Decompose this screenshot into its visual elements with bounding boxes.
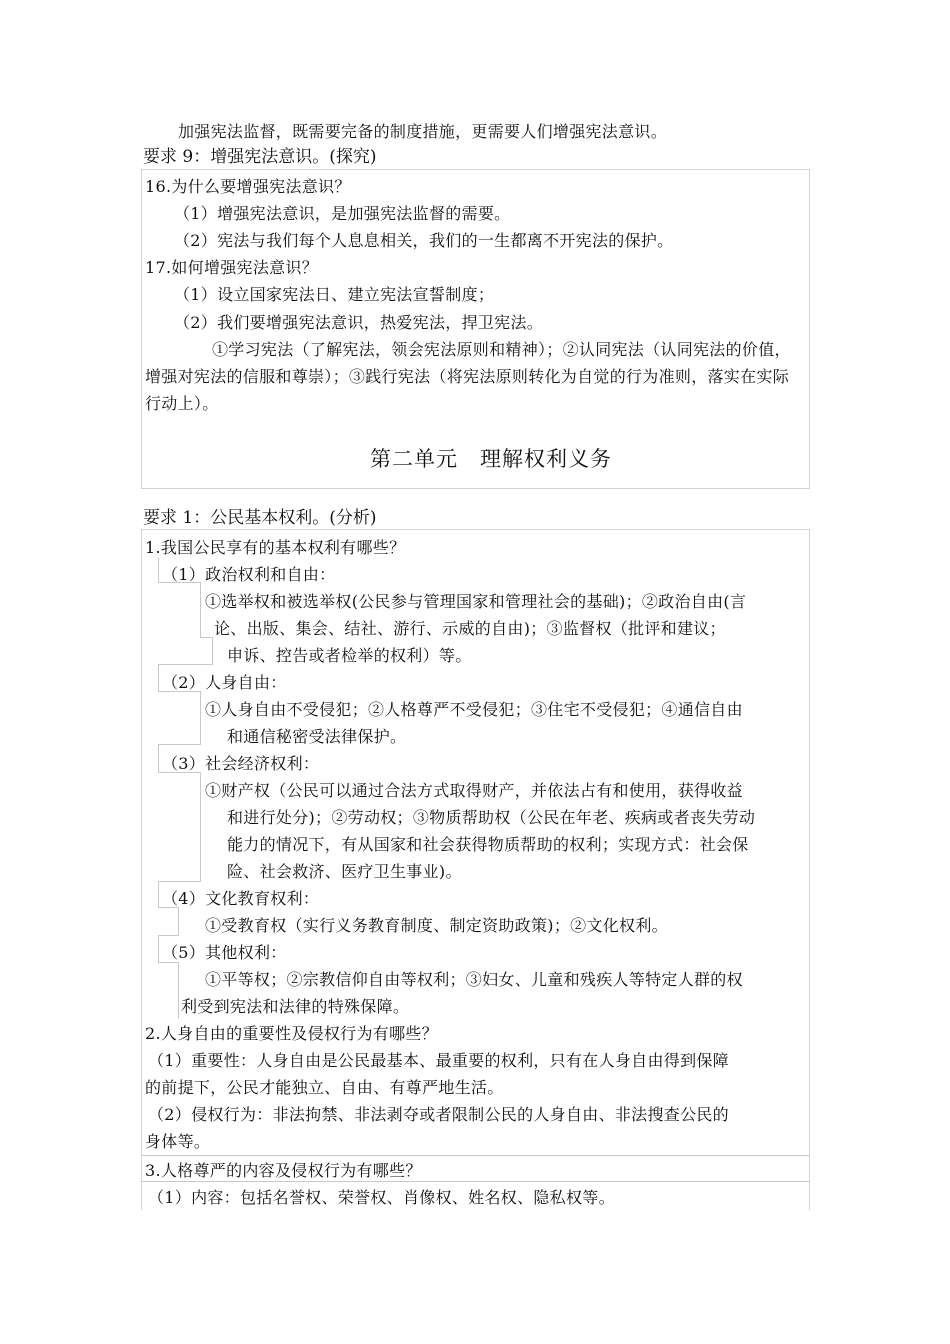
question-16: 16.为什么要增强宪法意识？ <box>145 177 351 196</box>
requirement-1-heading: 要求 1：公民基本权利。(分析) <box>143 508 377 528</box>
question-17-answer-1: （1）设立国家宪法日、建立宪法宣誓制度； <box>174 285 495 304</box>
tree-connector <box>200 637 212 638</box>
category-1-line-2: 论、出版、集会、结社、游行、示威的自由)；③监督权（批评和建议； <box>214 619 726 638</box>
requirement-9-heading: 要求 9：增强宪法意识。(探究) <box>143 147 377 167</box>
question-17-answer-2: （2）我们要增强宪法意识，热爱宪法，捍卫宪法。 <box>174 313 544 332</box>
category-2-line-1: ①人身自由不受侵犯；②人格尊严不受侵犯；③住宅不受侵犯；④通信自由 <box>205 700 743 719</box>
question-16-answer-2: （2）宪法与我们每个人息息相关，我们的一生都离不开宪法的保护。 <box>174 231 674 250</box>
question-17-paragraph-line-3: 行动上）。 <box>145 394 219 413</box>
category-2-line-2: 和通信秘密受法律保护。 <box>227 727 407 746</box>
category-5-line-1: ①平等权；②宗教信仰自由等权利；③妇女、儿童和残疾人等特定人群的权 <box>205 970 743 989</box>
question-3-answer-1: （1）内容：包括名誉权、荣誉权、肖像权、姓名权、隐私权等。 <box>148 1188 615 1207</box>
question-3: 3.人格尊严的内容及侵权行为有哪些？ <box>145 1161 422 1180</box>
tree-connector <box>158 935 159 963</box>
question-16-answer-1: （1）增强宪法意识，是加强宪法监督的需要。 <box>174 204 511 223</box>
tree-connector <box>158 881 201 882</box>
tree-connector <box>200 772 201 882</box>
tree-connector <box>200 582 201 638</box>
category-1-line-3: 申诉、控告或者检举的权利）等。 <box>227 646 472 665</box>
category-1-line-1: ①选举权和被选举权(公民参与管理国家和管理社会的基础)；②政治自由(言 <box>205 592 747 611</box>
question-2: 2.人身自由的重要性及侵权行为有哪些？ <box>145 1024 438 1043</box>
category-3-line-4: 险、社会救济、医疗卫生事业)。 <box>227 862 462 881</box>
category-5-line-2: 利受到宪法和法律的特殊保障。 <box>181 997 410 1016</box>
category-4-line-1: ①受教育权（实行义务教育制度、制定资助政策)；②文化权利。 <box>205 916 668 935</box>
tree-connector <box>158 558 159 583</box>
unit-title: 第二单元 理解权利义务 <box>370 447 612 471</box>
section-divider <box>141 1181 809 1182</box>
question-17: 17.如何增强宪法意识？ <box>145 258 319 277</box>
category-3-line-1: ①财产权（公民可以通过合法方式取得财产，并依法占有和使用，获得收益 <box>205 781 743 800</box>
category-3-line-3: 能力的情况下，有从国家和社会获得物质帮助的权利；实现方式：社会保 <box>227 835 749 854</box>
tree-connector <box>158 664 213 665</box>
category-3-line-2: 和进行处分)；②劳动权；③物质帮助权（公民在年老、疾病或者丧失劳动 <box>227 808 756 827</box>
tree-connector <box>178 962 179 1019</box>
category-2-label: （2）人身自由： <box>162 673 287 692</box>
question-2-answer-1-line-2: 的前提下，公民才能独立、自由、有尊严地生活。 <box>145 1078 504 1097</box>
tree-connector <box>212 637 213 665</box>
intro-line: 加强宪法监督，既需要完备的制度措施，更需要人们增强宪法意识。 <box>178 122 668 141</box>
category-1-label: （1）政治权利和自由： <box>162 565 336 584</box>
question-2-answer-2-line-1: （2）侵权行为：非法拘禁、非法剥夺或者限制公民的人身自由、非法搜查公民的 <box>148 1105 729 1124</box>
tree-connector <box>158 935 179 936</box>
tree-connector <box>178 907 179 935</box>
question-2-answer-2-line-2: 身体等。 <box>145 1132 211 1151</box>
tree-connector <box>200 691 201 744</box>
tree-connector <box>158 744 159 773</box>
tree-connector <box>158 881 159 908</box>
question-17-paragraph-line-2: 增强对宪法的信服和尊崇）；③践行宪法（将宪法原则转化为自觉的行为准则，落实在实际 <box>145 367 790 386</box>
question-1: 1.我国公民享有的基本权利有哪些？ <box>145 538 406 557</box>
category-3-label: （3）社会经济权利： <box>162 754 320 773</box>
tree-connector <box>158 664 159 692</box>
section-divider <box>141 1155 809 1156</box>
question-17-paragraph-line-1: ①学习宪法（了解宪法，领会宪法原则和精神）；②认同宪法（认同宪法的价值， <box>212 340 791 359</box>
category-4-label: （4）文化教育权利： <box>162 889 320 908</box>
tree-connector <box>158 744 201 745</box>
category-5-label: （5）其他权利： <box>162 943 287 962</box>
question-2-answer-1-line-1: （1）重要性：人身自由是公民最基本、最重要的权利，只有在人身自由得到保障 <box>148 1051 729 1070</box>
